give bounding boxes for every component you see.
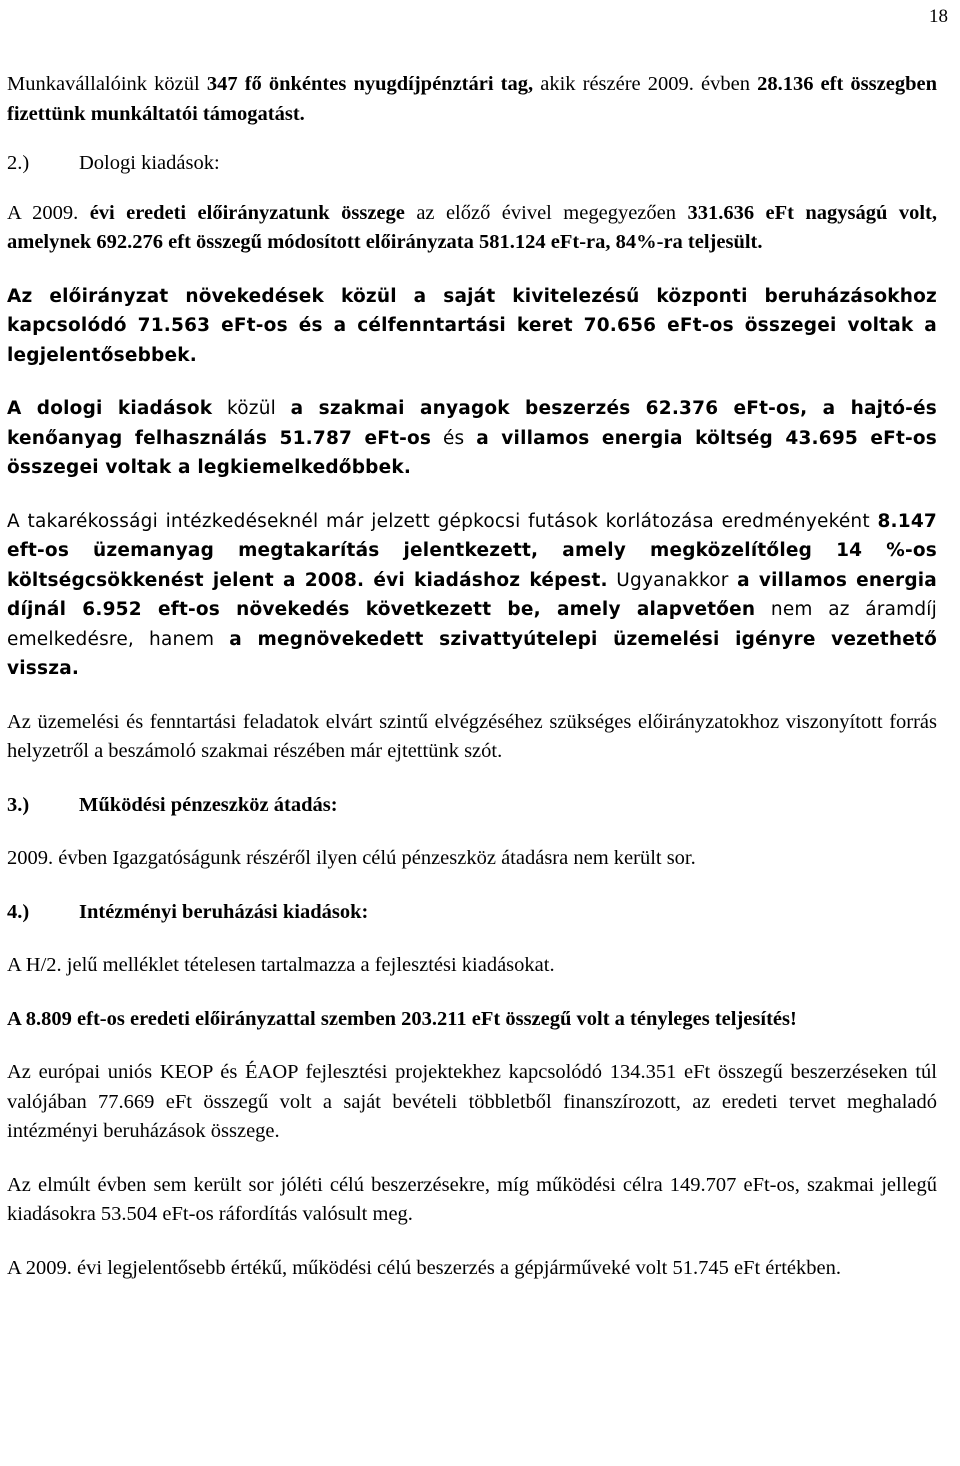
- document-body: [7, 70, 937, 1283]
- page-number: 18: [929, 6, 948, 27]
- section-number: 3.): [7, 793, 30, 816]
- section-title: Intézményi beruházási kiadások:: [79, 900, 369, 923]
- section-number: 2.): [7, 152, 30, 174]
- paragraph-eu-projects: Az európai uniós KEOP és ÉAOP fejlesztési projektekhez kapcsolódó 134.351 eFt összegű beszerzéseken túl valójában 77.669 eFt összegű volt a saját bevételi többletből finanszírozott, az eredeti tervet meghaladó intézményi beruházások összege.: [7, 1061, 937, 1142]
- paragraph-pension-fund: Munkavállalóink közül 347 fő önkéntes nyugdíjpénztári tag, akik részére 2009. évben 28.136 eft összegben fizettünk munkáltatói támogatást.: [7, 73, 937, 125]
- paragraph-dologi-items: A dologi kiadások közül a szakmai anyagok beszerzés 62.376 eFt-os, a hajtó-és kenőanyag felhasználás 51.787 eFt-os és a villamos energia költség 43.695 eFt-os összegei voltak a legkiemelkedőbbek.: [7, 398, 937, 478]
- paragraph-savings: A takarékossági intézkedéseknél már jelzett gépkocsi futások korlátozása eredményeként 8.147 eft-os üzemanyag megtakarítás jelentkezett, amely megközelítőleg 14 %-os költségcsökkenést jelent a 2008. évi kiadáshoz képest. Ugyanakkor a villamos energia díjnál 6.952 eft-os növekedés következett be, amely alapvetően nem az áramdíj emelkedésre, hanem a megnövekedett szivattyútelepi üzemelési igényre vezethető vissza.: [7, 510, 937, 679]
- paragraph-welfare: Az elmúlt évben sem került sor jóléti célú beszerzésekre, míg működési célra 149.707 eFt-os, szakmai jellegű kiadásokra 53.504 eFt-os ráfordítás valósult meg.: [7, 1173, 937, 1225]
- section-title: Dologi kiadások:: [79, 152, 220, 174]
- paragraph-dologi-appropriation: A 2009. évi eredeti előirányzatunk összege az előző évivel megegyezően 331.636 eFt nagyságú volt, amelynek 692.276 eft összegű módosított előirányzata 581.124 eFt-ra, 84%-ra teljesült.: [7, 201, 937, 253]
- paragraph-operations: Az üzemelési és fenntartási feladatok elvárt szintű elvégzéséhez szükséges előirányzatokhoz viszonyított forrás helyzetről a beszámoló szakmai részében már ejtettünk szót.: [7, 710, 937, 762]
- paragraph-annex: A H/2. jelű melléklet tételesen tartalmazza a fejlesztési kiadásokat.: [7, 954, 555, 976]
- section-title: Működési pénzeszköz átadás:: [79, 793, 338, 816]
- section-number: 4.): [7, 900, 30, 923]
- section-heading-2: [7, 149, 937, 179]
- section-heading-4: [7, 898, 937, 928]
- section-heading-3: [7, 791, 937, 821]
- paragraph-transfer: 2009. évben Igazgatóságunk részéről ilyen célú pénzeszköz átadásra nem került sor.: [7, 847, 696, 869]
- paragraph-actual-performance: A 8.809 eft-os eredeti előirányzattal szemben 203.211 eFt összegű volt a tényleges teljesítés!: [7, 1007, 797, 1030]
- paragraph-vehicles: A 2009. évi legjelentősebb értékű, működési célú beszerzés a gépjárműveké volt 51.745 eFt értékben.: [7, 1256, 841, 1279]
- paragraph-appropriation-increases: Az előirányzat növekedések közül a saját kivitelezésű központi beruházásokhoz kapcsolódó 71.563 eFt-os és a célfenntartási keret 70.656 eFt-os összegei voltak a legjelentősebbek.: [7, 285, 937, 366]
